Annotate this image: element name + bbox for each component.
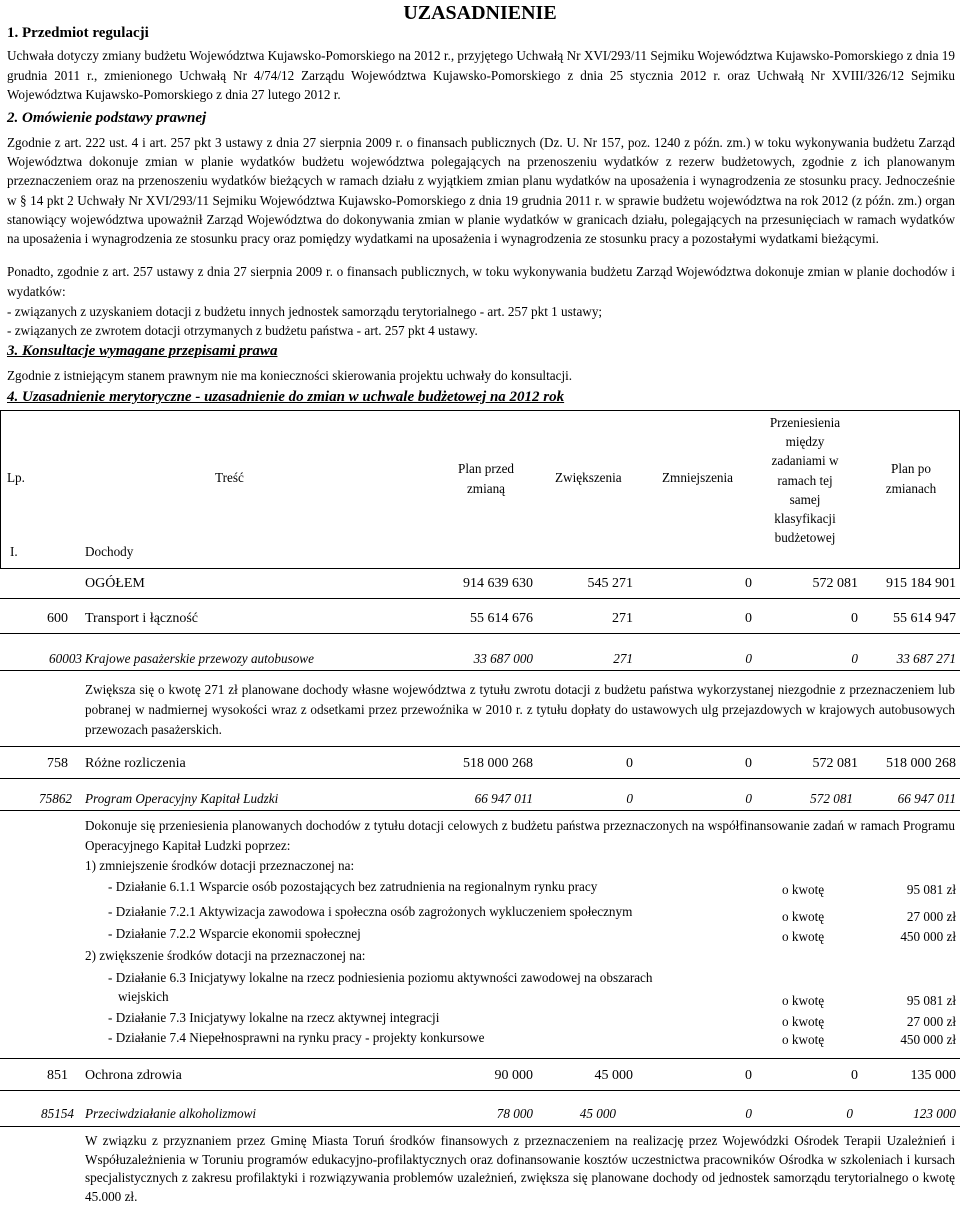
section-label: Dochody — [85, 544, 134, 559]
row-separator — [0, 598, 960, 599]
row-separator — [0, 670, 960, 671]
row-600-lp: 600 — [47, 611, 68, 626]
header-przeniesienia-line-4: ramach tej — [777, 472, 833, 488]
note-75862-intro: Dokonuje się przeniesienia planowanych dochodów z tytułu dotacji celowych z budżetu państwa przeznaczonych na współfinansowanie zadań w ramach Programu Operacyjnego Kapitał Ludzki poprzez: — [85, 818, 955, 853]
header-zwiekszenia: Zwiększenia — [555, 470, 622, 485]
row-758-prz: 572 081 — [812, 756, 858, 771]
row-separator — [0, 633, 960, 634]
ogolem-prz: 572 081 — [812, 576, 858, 591]
section-2-text-1: Zgodnie z art. 222 ust. 4 i art. 257 pkt 3 ustawy z dnia 27 sierpnia 2009 r. o finansach publicznych (Dz. U. Nr 157, poz. 1240 z późn. zm.) w toku wykonywania budżetu Zarząd Województwa dokonuje zmian w planie wydatków budżetu województwa polegających na przenoszeniu wydatków z rezerw budżetowych, zgodnie z ich planowanym przeznaczeniem oraz na przenoszeniu wydatków bieżących w ramach działu z wyjątkiem zmian planu wydatków na uposażenia i wynagrodzenia ze stosunku pracy. Jednocześnie w § 14 pkt 2 Uchwały Nr XVI/293/11 Sejmiku Województwa Kujawsko-Pomorskiego z dnia 19 grudnia 2011 r. w sprawie budżetu województwa na rok 2012 (z późn. zm.) organ stanowiący województwa upoważnił Zarząd Województwa do dokonywania zmian w planie wydatków w granicach działu, polegających na przesunięciach w ramach wydatków na uposażenia i wynagrodzenia ze stosunku pracy oraz pomiędzy wydatkami na uposażenia i wynagrodzenia ze stosunku pracy a pozostałymi wydatkami bieżącymi. — [7, 135, 955, 247]
row-600-zw: 271 — [612, 611, 633, 626]
row-851-name: Ochrona zdrowia — [85, 1068, 182, 1083]
note-75862-point-1: 1) zmniejszenie środków dotacji przeznaczonej na: — [85, 858, 355, 873]
measure-7-2-1-amount: 27 000 zł — [906, 909, 956, 924]
section-3-heading — [7, 342, 277, 362]
measure-6-1-1-kw: o kwotę — [782, 882, 825, 897]
measure-6-3-kw: o kwotę — [782, 993, 825, 1008]
section-3-heading-text: 3. Konsultacje wymagane przepisami prawa — [7, 343, 278, 359]
ogolem-zw: 545 271 — [587, 576, 633, 591]
row-85154-zm: 0 — [745, 1106, 752, 1121]
row-758-lp: 758 — [47, 756, 68, 771]
row-separator — [0, 1126, 960, 1127]
table-header-bottom-border — [0, 568, 960, 569]
row-60003-zm: 0 — [745, 651, 752, 666]
measure-7-3-kw: o kwotę — [782, 1014, 825, 1029]
measure-6-1-1-amount: 95 081 zł — [906, 882, 956, 897]
row-75862-prz: 572 081 — [810, 791, 853, 806]
document-title: UZASADNIENIE — [403, 2, 557, 24]
row-600-prz: 0 — [851, 611, 858, 626]
header-przeniesienia-line-5: samej — [789, 491, 821, 507]
row-60003-plan: 33 687 000 — [473, 651, 533, 666]
row-75862-name: Program Operacyjny Kapitał Ludzki — [85, 791, 279, 806]
row-851-po: 135 000 — [910, 1068, 956, 1083]
row-separator — [0, 1058, 960, 1059]
row-85154-zw: 45 000 — [579, 1106, 616, 1121]
section-1-heading: 1. Przedmiot regulacji — [7, 25, 149, 41]
measure-7-2-2-kw: o kwotę — [782, 929, 825, 944]
header-plan-po-line-1: Plan po — [891, 461, 931, 476]
measure-6-3-amount: 95 081 zł — [906, 993, 956, 1008]
row-separator — [0, 1090, 960, 1091]
header-przeniesienia-line-1: Przeniesienia — [769, 415, 841, 430]
measure-7-2-1: - Działanie 7.2.1 Aktywizacja zawodowa i społeczna osób zagrożonych wykluczeniem społecznym — [108, 904, 633, 919]
measure-7-4: - Działanie 7.4 Niepełnosprawni na rynku pracy - projekty konkursowe — [108, 1030, 485, 1045]
row-85154-prz: 0 — [846, 1106, 853, 1121]
row-600-name: Transport i łączność — [85, 611, 199, 626]
row-75862-plan: 66 947 011 — [474, 791, 533, 806]
section-2-text-2: Ponadto, zgodnie z art. 257 ustawy z dnia 27 sierpnia 2009 r. o finansach publicznych, w toku wykonywania budżetu Zarząd Województwa dokonuje zmian w planie dochodów i wydatków: — [7, 264, 955, 299]
row-851-prz: 0 — [851, 1068, 858, 1083]
section-4-heading — [7, 388, 564, 408]
row-60003-prz: 0 — [851, 651, 858, 666]
row-85154-plan: 78 000 — [496, 1106, 533, 1121]
header-plan-po — [866, 459, 956, 498]
section-2-item-2: - związanych ze zwrotem dotacji otrzymanych z budżetu państwa - art. 257 pkt 4 ustawy. — [7, 323, 478, 338]
row-75862-zm: 0 — [745, 791, 752, 806]
header-przeniesienia — [755, 413, 855, 547]
header-plan-przed-line-1: Plan przed — [457, 461, 515, 476]
row-851-plan: 90 000 — [494, 1068, 533, 1083]
row-60003-name: Krajowe pasażerskie przewozy autobusowe — [85, 651, 314, 666]
ogolem-zm: 0 — [745, 576, 752, 591]
row-60003-lp: 60003 — [49, 651, 82, 666]
row-85154-name: Przeciwdziałanie alkoholizmowi — [85, 1106, 257, 1121]
header-przeniesienia-line-6: klasyfikacji — [774, 511, 836, 527]
table-left-border — [0, 410, 1, 568]
row-60003-zw: 271 — [613, 651, 633, 666]
header-przeniesienia-line-3: zadaniami w — [771, 453, 839, 469]
measure-7-3: - Działanie 7.3 Inicjatywy lokalne na rzecz aktywnej integracji — [108, 1010, 440, 1025]
measure-7-4-amount: 450 000 zł — [900, 1032, 956, 1047]
section-4-heading-text: 4. Uzasadnienie merytoryczne - uzasadnienie do zmian w uchwale budżetowej na 2012 rok — [7, 389, 565, 405]
row-851-zw: 45 000 — [594, 1068, 633, 1083]
measure-6-1-1: - Działanie 6.1.1 Wsparcie osób pozostających bez zatrudnienia na regionalnym rynku pracy — [108, 879, 598, 894]
row-separator — [0, 810, 960, 811]
table-top-border — [0, 410, 960, 411]
measure-7-3-amount: 27 000 zł — [906, 1014, 956, 1029]
note-60003: Zwiększa się o kwotę 271 zł planowane dochody własne województwa z tytułu zwrotu dotacji z budżetu państwa wykorzystanej niezgodnie z przeznaczeniem lub pobranej w nadmiernej wysokości wraz z odsetkami przez przewoźnika w 2010 r. z tytułu dopłaty do ustawowych ulg przejazdowych w krajowych autobusowych przewozach pasażerskich. — [85, 682, 955, 737]
measure-7-2-2: - Działanie 7.2.2 Wsparcie ekonomii społecznej — [108, 926, 361, 941]
row-85154-lp: 85154 — [41, 1106, 74, 1121]
row-758-po: 518 000 268 — [886, 756, 956, 771]
measure-7-4-kw: o kwotę — [782, 1032, 825, 1047]
header-zmniejszenia: Zmniejszenia — [662, 470, 734, 485]
row-85154-po: 123 000 — [913, 1106, 956, 1121]
row-75862-po: 66 947 011 — [897, 791, 956, 806]
section-1-text: Uchwała dotyczy zmiany budżetu Województwa Kujawsko-Pomorskiego na 2012 r., przyjętego Uchwałą Nr XVI/293/11 Sejmiku Województwa Kujawsko-Pomorskiego z dnia 19 grudnia 2011 r., zmienionego Uchwałą Nr 4/74/12 Zarządu Województwa Kujawsko-Pomorskiego z dnia 25 stycznia 2012 r. oraz Uchwałą Nr XVIII/326/12 Sejmiku Województwa Kujawsko-Pomorskiego z dnia 27 lutego 2012 r. — [7, 48, 955, 102]
row-75862-zw: 0 — [626, 791, 633, 806]
row-758-zm: 0 — [745, 756, 752, 771]
note-75862-point-2: 2) zwiększenie środków dotacji na przeznaczonej na: — [85, 948, 366, 963]
row-600-plan: 55 614 676 — [470, 611, 533, 626]
measure-7-2-1-kw: o kwotę — [782, 909, 825, 924]
header-plan-po-line-2: zmianach — [885, 480, 937, 496]
header-tresc: Treść — [215, 470, 244, 485]
measure-6-3-line-2: wiejskich — [118, 989, 169, 1004]
row-75862-lp: 75862 — [39, 791, 72, 806]
measure-6-3-line-1: - Działanie 6.3 Inicjatywy lokalne na rzecz podniesienia poziomu aktywności zawodowej na obszarach — [108, 970, 653, 985]
measure-7-2-2-amount: 450 000 zł — [900, 929, 956, 944]
row-600-po: 55 614 947 — [893, 611, 956, 626]
row-758-plan: 518 000 268 — [463, 756, 533, 771]
row-60003-po: 33 687 271 — [896, 651, 956, 666]
row-851-zm: 0 — [745, 1068, 752, 1083]
section-number: I. — [10, 544, 18, 559]
section-2-heading: 2. Omówienie podstawy prawnej — [7, 110, 207, 126]
section-2-item-1: - związanych z uzyskaniem dotacji z budżetu innych jednostek samorządu terytorialnego - art. 257 pkt 1 ustawy; — [7, 304, 603, 319]
section-3-text: Zgodnie z istniejącym stanem prawnym nie ma konieczności skierowania projektu uchwały do konsultacji. — [7, 368, 573, 383]
row-separator — [0, 746, 960, 747]
header-przeniesienia-line-7: budżetowej — [774, 530, 836, 546]
note-85154: W związku z przyznaniem przez Gminę Miasta Toruń środków finansowych z przeznaczeniem na realizację przez Wojewódzki Ośrodek Terapii Uzależnień i Współuzależnienia w Toruniu programów edukacyjno-profilaktycznych oraz dofinansowanie kosztów uczestnictwa pracowników Ośrodka w szkoleniach i kursach specjalistycznych z zakresu profilaktyki i rozwiązywania problemów uzależnień, zwiększa się planowane dochody od jednostek samorządu terytorialnego o kwotę 45.000 zł. — [85, 1133, 955, 1204]
row-separator — [0, 778, 960, 779]
header-lp: Lp. — [7, 470, 25, 485]
row-600-zm: 0 — [745, 611, 752, 626]
ogolem-label: OGÓŁEM — [85, 576, 145, 591]
header-plan-przed — [436, 459, 536, 498]
header-przeniesienia-line-2: między — [785, 434, 825, 450]
ogolem-po: 915 184 901 — [886, 576, 956, 591]
row-758-zw: 0 — [626, 756, 633, 771]
row-851-lp: 851 — [47, 1068, 68, 1083]
ogolem-plan: 914 639 630 — [463, 576, 533, 591]
row-758-name: Różne rozliczenia — [85, 756, 186, 771]
header-plan-przed-line-2: zmianą — [466, 480, 506, 496]
